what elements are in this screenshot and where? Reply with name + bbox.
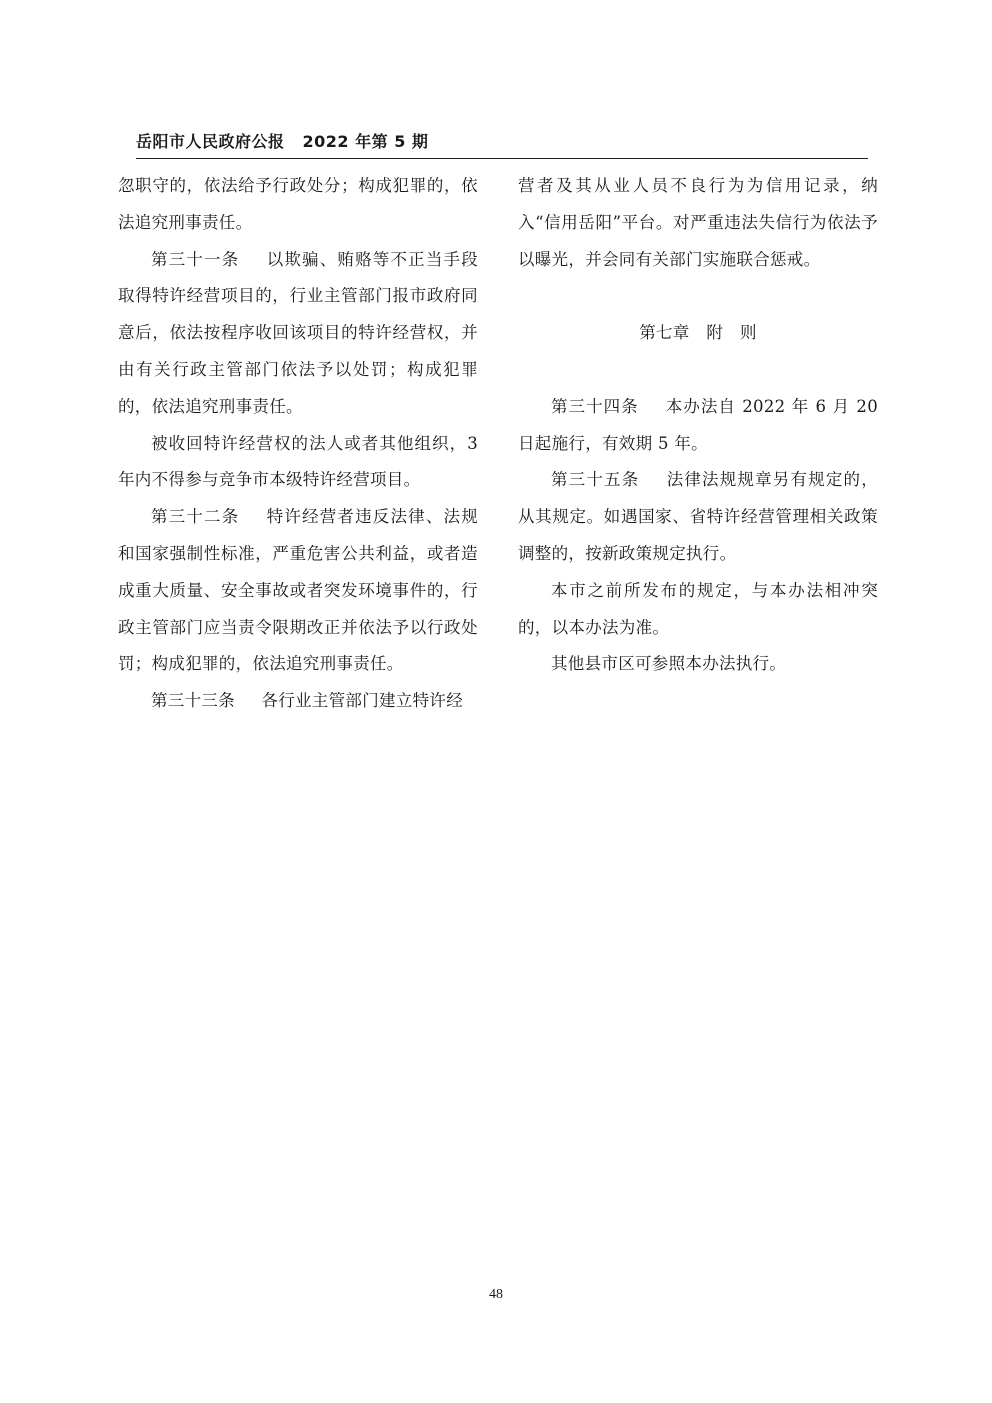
paragraph: 营者及其从业人员不良行为为信用记录，纳入“信用岳阳”平台。对严重违法失信行为依法予以曝光，并会同有关部门实施联合惩戒。 xyxy=(518,176,878,269)
left-column xyxy=(118,168,478,720)
paragraph: 忽职守的，依法给予行政处分；构成犯罪的，依法追究刑事责任。 xyxy=(118,176,478,232)
article-33 xyxy=(118,683,478,720)
article-35 xyxy=(518,462,878,572)
chapter-title: 第七章 附 则 xyxy=(639,323,757,343)
article-number: 第三十三条 xyxy=(151,691,235,711)
article-34 xyxy=(518,389,878,463)
spacer xyxy=(518,352,878,389)
article-text: 特许经营者违反法律、法规和国家强制性标准，严重危害公共利益，或者造成重大质量、安全事故或者突发环境事件的，行政主管部门应当责令限期改正并依法予以行政处罚；构成犯罪的，依法追究刑事责任。 xyxy=(118,507,479,674)
issue-number: 2022 年第 5 期 xyxy=(302,132,429,151)
article-number: 第三十五条 xyxy=(551,470,640,490)
article-32 xyxy=(118,499,478,683)
article-text: 各行业主管部门建立特许经 xyxy=(261,691,463,711)
article-number: 第三十四条 xyxy=(551,396,639,416)
page-header xyxy=(136,130,868,159)
paragraph: 本市之前所发布的规定，与本办法相冲突的，以本办法为准。 xyxy=(518,580,878,637)
paragraph: 被收回特许经营权的法人或者其他组织，3年内不得参与竞争市本级特许经营项目。 xyxy=(118,433,478,490)
article-31 xyxy=(118,242,478,426)
article-text: 以欺骗、贿赂等不正当手段取得特许经营项目的，行业主管部门报市政府同意后，依法按程序收回该项目的特许经营权，并由有关行政主管部门依法予以处罚；构成犯罪的，依法追究刑事责任。 xyxy=(118,249,479,416)
article-number: 第三十一条 xyxy=(151,249,240,269)
gazette-title: 岳阳市人民政府公报 xyxy=(136,132,285,151)
article-text: 本办法自 2022 年 6 月 20 日起施行，有效期 5 年。 xyxy=(518,396,879,453)
article-text: 法律法规规章另有规定的，从其规定。如遇国家、省特许经营管理相关政策调整的，按新政策规定执行。 xyxy=(518,470,879,563)
page-number: 48 xyxy=(489,1287,503,1302)
spacer xyxy=(518,278,878,315)
article-number: 第三十二条 xyxy=(151,507,240,527)
right-column xyxy=(518,168,878,683)
paragraph: 其他县市区可参照本办法执行。 xyxy=(551,654,787,674)
